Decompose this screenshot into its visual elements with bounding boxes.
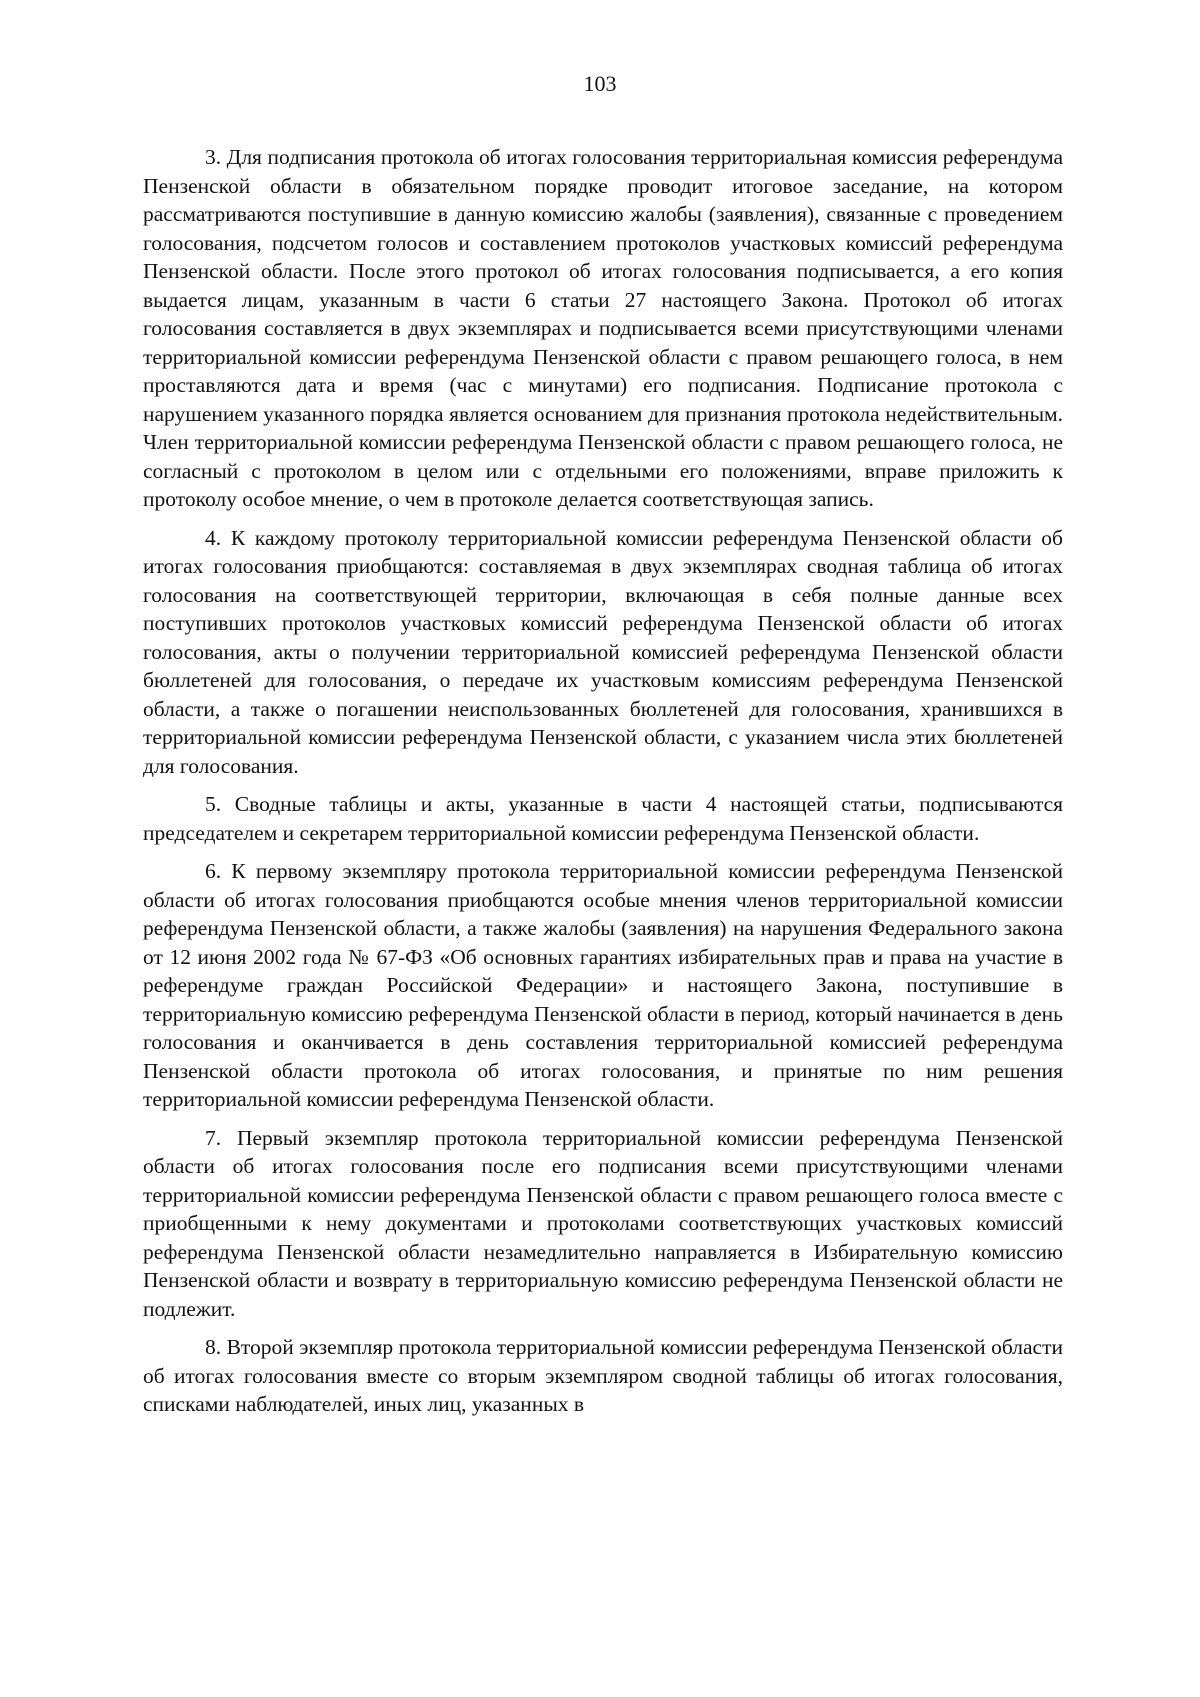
paragraph-8: 8. Второй экземпляр протокола территориальной комиссии референдума Пензенской области об итогах голосования вместе со вторым экземпляром сводной таблицы об итогах голосования, списками наблюдателей, иных лиц, указанных в: [143, 1335, 1063, 1416]
paragraph-5: 5. Сводные таблицы и акты, указанные в части 4 настоящей статьи, подписываются председателем и секретарем территориальной комиссии референдума Пензенской области.: [143, 792, 1063, 845]
paragraph-6: 6. К первому экземпляру протокола территориальной комиссии референдума Пензенской области об итогах голосования приобщаются особые мнения членов территориальной комиссии референдума Пензенской области, а также жалобы (заявления) на нарушения Федерального закона от 12 июня 2002 года № 67-ФЗ «Об основных гарантиях избирательных прав и права на участие в референдуме граждан Российской Федерации» и настоящего Закона, поступившие в территориальную комиссию референдума Пензенской области в период, который начинается в день голосования и оканчивается в день составления территориальной комиссией референдума Пензенской области протокола об итогах голосования, и принятые по ним решения территориальной комиссии референдума Пензенской области.: [143, 859, 1063, 1111]
paragraph-7: 7. Первый экземпляр протокола территориальной комиссии референдума Пензенской области об итогах голосования после его подписания всеми присутствующими членами территориальной комиссии референдума Пензенской области с правом решающего голоса вместе с приобщенными к нему документами и протоколами соответствующих участковых комиссий референдума Пензенской области незамедлительно направляется в Избирательную комиссию Пензенской области и возврату в территориальную комиссию референдума Пензенской области не подлежит.: [143, 1125, 1063, 1321]
paragraph-4: 4. К каждому протоколу территориальной комиссии референдума Пензенской области об итогах голосования приобщаются: составляемая в двух экземплярах сводная таблица об итогах голосования на соответствующей территории, включающая в себя полные данные всех поступивших протоколов участковых комиссий референдума Пензенской области об итогах голосования, акты о получении территориальной комиссией референдума Пензенской области бюллетеней для голосования, о передаче их участковым комиссиям референдума Пензенской области, а также о погашении неиспользованных бюллетеней для голосования, хранившихся в территориальной комиссии референдума Пензенской области, с указанием числа этих бюллетеней для голосования.: [143, 525, 1063, 778]
page-number: 103: [583, 71, 617, 96]
document-body: [143, 143, 1063, 1429]
paragraph-3: 3. Для подписания протокола об итогах голосования территориальная комиссия референдума Пензенской области в обязательном порядке проводит итоговое заседание, на котором рассматриваются поступившие в данную комиссию жалобы (заявления), связанные с проведением голосования, подсчетом голосов и составлением протоколов участковых комиссий референдума Пензенской области. После этого протокол об итогах голосования подписывается, а его копия выдается лицам, указанным в части 6 статьи 27 настоящего Закона. Протокол об итогах голосования составляется в двух экземплярах и подписывается всеми присутствующими членами территориальной комиссии референдума Пензенской области с правом решающего голоса, в нем проставляются дата и время (час с минутами) его подписания. Подписание протокола с нарушением указанного порядка является основанием для признания протокола недействительным. Член территориальной комиссии референдума Пензенской области с правом решающего голоса, не согласный с протоколом в целом или с отдельными его положениями, вправе приложить к протоколу особое мнение, о чем в протоколе делается соответствующая запись.: [143, 145, 1063, 511]
